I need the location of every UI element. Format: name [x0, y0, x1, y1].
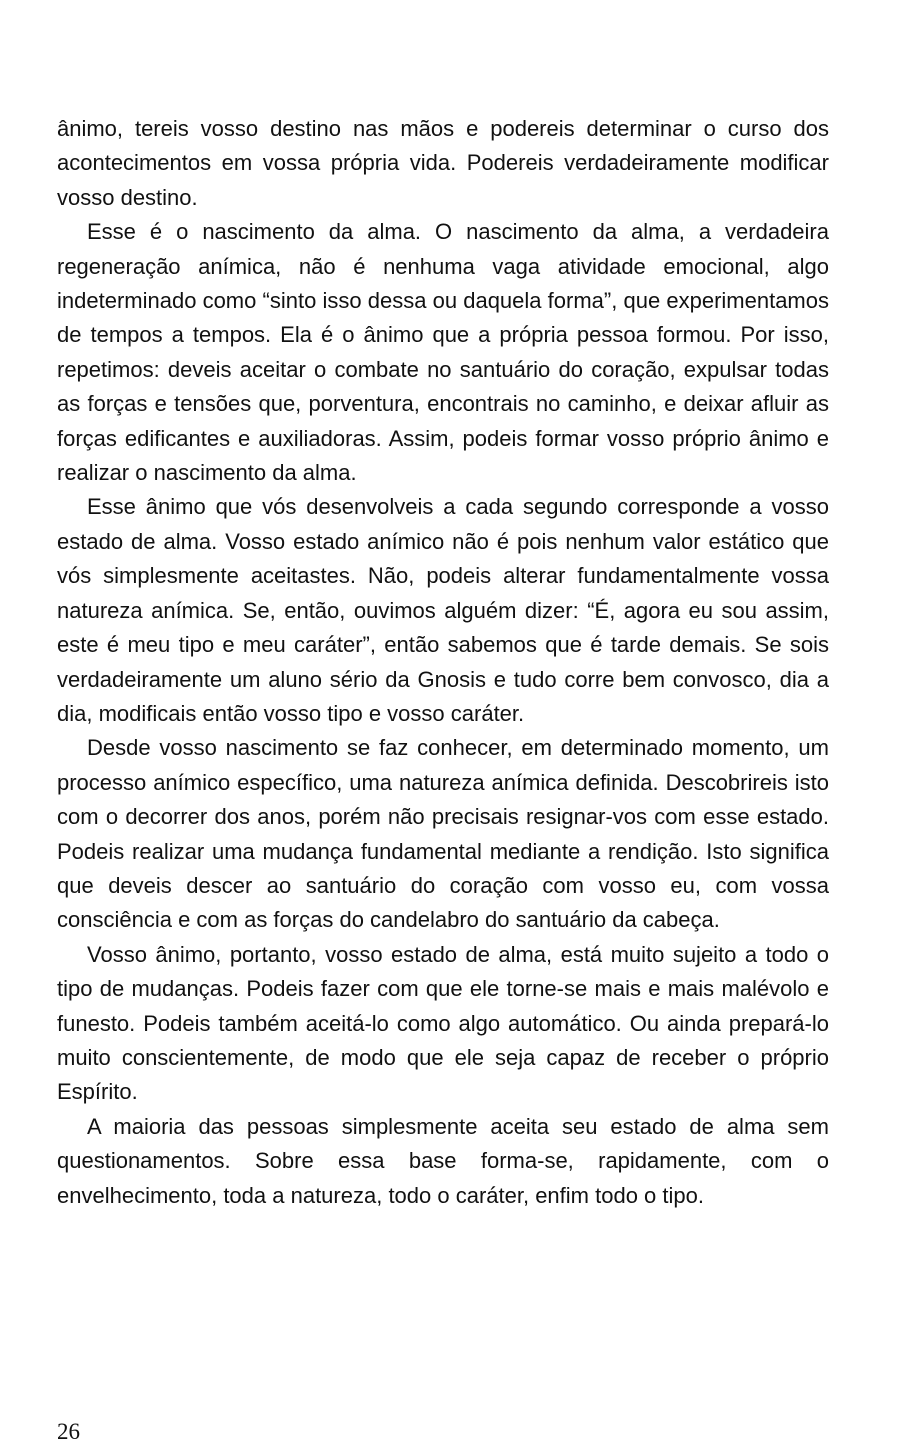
paragraph-5: Vosso ânimo, portanto, vosso estado de alma, está muito sujeito a todo o tipo de mudanças. Podeis fazer com que ele torne-se mais e mais malévolo e funesto. Podeis também aceitá-lo como algo automático. Ou ainda prepará-lo muito conscientemente, de modo que ele seja capaz de receber o próprio Espírito. [57, 941, 829, 1105]
paragraph-4: Desde vosso nascimento se faz conhecer, em determinado momento, um processo anímico específico, uma natureza anímica definida. Descobrireis isto com o decorrer dos anos, porém não precisais resignar-vos com esse estado. Podeis realizar uma mudança fundamental mediante a rendição. Isto significa que deveis descer ao santuário do coração com vosso eu, com vossa consciência e com as forças do candelabro do santuário da cabeça. [57, 735, 829, 933]
page-number: 26 [57, 1419, 80, 1444]
paragraph-6: A maioria das pessoas simplesmente aceita seu estado de alma sem questionamentos. Sobre essa base forma-se, rapidamente, com o envelhecimento, toda a natureza, todo o caráter, enfim todo o tipo. [57, 1113, 829, 1208]
paragraph-3: Esse ânimo que vós desenvolveis a cada segundo corresponde a vosso estado de alma. Vosso estado anímico não é pois nenhum valor estático que vós simplesmente aceitastes. Não, podeis alterar fundamentalmente vossa natureza anímica. Se, então, ouvimos alguém dizer: “É, agora eu sou assim, este é meu tipo e meu caráter”, então sabemos que é tarde demais. Se sois verdadeiramente um aluno sério da Gnosis e tudo corre bem convosco, dia a dia, modificais então vosso tipo e vosso caráter. [57, 494, 829, 726]
page-body [57, 112, 829, 1213]
paragraph-1: ânimo, tereis vosso destino nas mãos e podereis determinar o curso dos acontecimentos em vossa própria vida. Podereis verdadeiramente modificar vosso destino. [57, 116, 829, 210]
paragraph-2: Esse é o nascimento da alma. O nascimento da alma, a verdadeira regeneração anímica, não é nenhuma vaga atividade emocional, algo indeterminado como “sinto isso dessa ou daquela forma”, que experimentamos de tempos a tempos. Ela é o ânimo que a própria pessoa formou. Por isso, repetimos: deveis aceitar o combate no santuário do coração, expulsar todas as forças e tensões que, porventura, encontrais no caminho, e deixar afluir as forças edificantes e auxiliadoras. Assim, podeis formar vosso próprio ânimo e realizar o nascimento da alma. [57, 219, 829, 486]
